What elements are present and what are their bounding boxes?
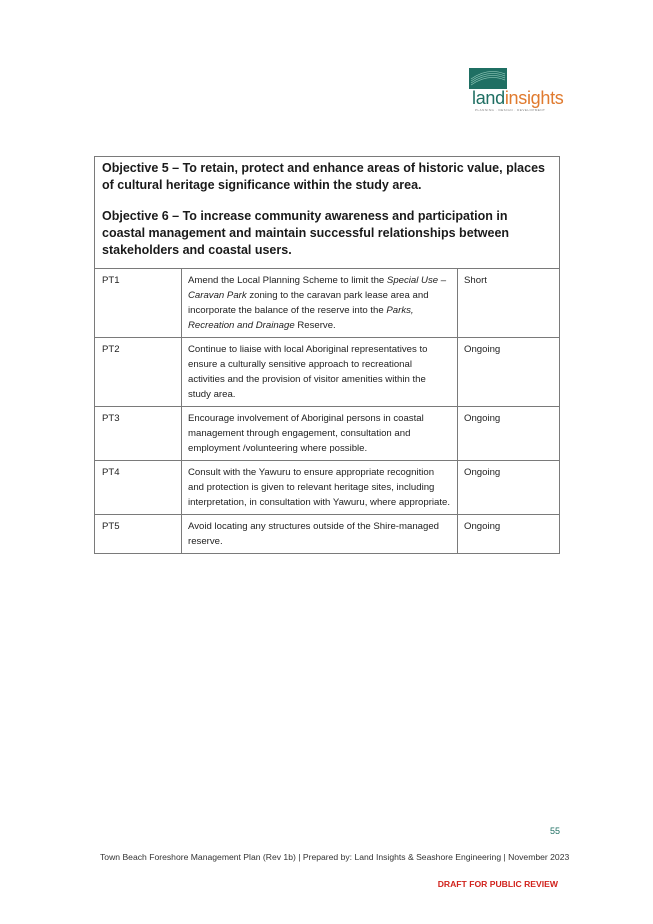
action-timing: Short (458, 269, 560, 338)
action-timing: Ongoing (458, 407, 560, 461)
logo-word-insights: insights (504, 88, 564, 108)
logo-wordmark (472, 88, 563, 108)
action-code: PT3 (95, 407, 182, 461)
desc-text: Reserve. (294, 320, 336, 331)
table-row (95, 407, 560, 461)
action-code: PT2 (95, 338, 182, 407)
desc-text: zoning to the caravan park lease area and incorporate the balance of the reserve into the (188, 290, 429, 316)
logo-mark-icon (469, 68, 507, 89)
actions-table (94, 268, 560, 554)
desc-text: Amend the Local Planning Scheme to limit the (188, 275, 387, 286)
page-number: 55 (549, 826, 560, 836)
action-timing: Ongoing (458, 338, 560, 407)
logo-word-land: land (472, 88, 505, 108)
action-code: PT5 (95, 515, 182, 554)
action-description: Consult with the Yawuru to ensure appropriate recognition and protection is given to relevant heritage sites, including interpretation, in consultation with Yawuru, where appropriate. (182, 461, 458, 515)
logo-tagline: PLANNING · DESIGN · DEVELOPMENT (475, 108, 546, 112)
table-row (95, 515, 560, 554)
desc-italic-text: Special Use – Caravan Park (188, 275, 447, 301)
action-description: Avoid locating any structures outside of the Shire-managed reserve. (182, 515, 458, 554)
footer-text: Town Beach Foreshore Management Plan (Rev 1b) | Prepared by: Land Insights & Seashore Engineering | November 2023 (100, 852, 570, 862)
desc-italic-text: Parks, Recreation and Drainage (188, 305, 414, 331)
action-code: PT1 (95, 269, 182, 338)
action-description: Continue to liaise with local Aboriginal representatives to ensure a culturally sensitive approach to recreational activities and the provision of visitor amenities within the study area. (182, 338, 458, 407)
table-row (95, 338, 560, 407)
action-code: PT4 (95, 461, 182, 515)
land-insights-logo (467, 68, 563, 114)
action-description: Encourage involvement of Aboriginal persons in coastal management through engagement, consultation and employment /volunteering where possible. (182, 407, 458, 461)
action-description (182, 269, 458, 338)
table-row (95, 269, 560, 338)
action-timing: Ongoing (458, 515, 560, 554)
objective-5: Objective 5 – To retain, protect and enhance areas of historic value, places of cultural heritage significance within the study area. (102, 161, 545, 192)
table-row (95, 461, 560, 515)
objective-6: Objective 6 – To increase community awareness and participation in coastal management and maintain successful relationships between stakeholders and coastal users. (102, 209, 510, 257)
objectives-box (94, 156, 560, 268)
draft-label: DRAFT FOR PUBLIC REVIEW (437, 879, 558, 889)
action-timing: Ongoing (458, 461, 560, 515)
